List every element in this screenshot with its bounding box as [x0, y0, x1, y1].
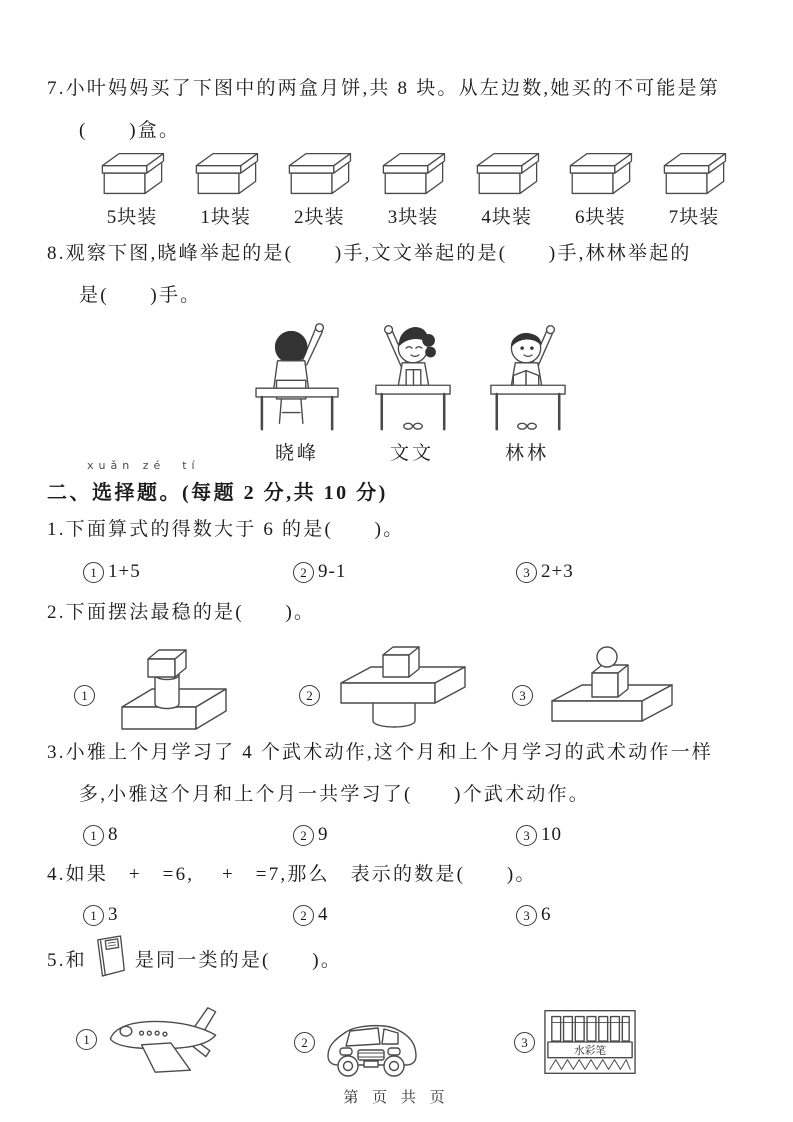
mooncake-box-label: 7块装 — [668, 207, 720, 228]
watercolor-pens-icon — [542, 1006, 638, 1078]
circled-number-icon: 2 — [293, 562, 314, 583]
mooncake-box-label: 5块装 — [106, 207, 158, 228]
q2-text: 2.下面摆法最稳的是( )。 — [47, 602, 316, 623]
q5-text-after: 是同一类的是( )。 — [134, 949, 343, 971]
q3-option-1 — [83, 824, 119, 846]
airplane-icon — [104, 1000, 222, 1078]
q2-figure-2 — [292, 645, 477, 745]
circled-number-icon: 1 — [83, 905, 104, 926]
cube-on-cuboid-on-cylinder-icon — [327, 645, 477, 745]
student-name: 文文 — [389, 443, 434, 464]
circled-number-icon: 1 — [83, 562, 104, 583]
boy-back-raising-hand-icon — [250, 314, 345, 436]
q1-option-1 — [83, 561, 141, 583]
mooncake-box-item — [275, 149, 363, 229]
q5-figure-2 — [294, 1002, 422, 1082]
q3-text-line1: 3.小雅上个月学习了 4 个武术动作,这个月和上个月学习的武术动作一样 — [47, 742, 714, 763]
q1-text: 1.下面算式的得数大于 6 的是( )。 — [47, 519, 405, 540]
student-name: 林林 — [504, 443, 549, 464]
mooncake-box-icon — [190, 149, 262, 199]
sphere-on-cube-on-cuboid-icon — [540, 645, 680, 745]
circled-number-icon: 3 — [516, 825, 537, 846]
q2-figure-3 — [512, 645, 680, 745]
mooncake-box-icon — [96, 149, 168, 199]
circled-number-icon: 1 — [74, 685, 95, 706]
circled-number-icon: 2 — [294, 1032, 315, 1053]
q4-text: 4.如果 + =6, + =7,那么 表示的数是( )。 — [47, 864, 537, 885]
book-icon — [92, 933, 130, 979]
q4-option-2 — [293, 904, 329, 926]
mooncake-box-icon — [377, 149, 449, 199]
mooncake-box-icon — [658, 149, 730, 199]
boy-raising-hand-icon — [480, 314, 575, 436]
mooncake-box-label: 2块装 — [294, 207, 345, 228]
q4-option-1 — [83, 904, 119, 926]
option-label: 10 — [541, 824, 562, 845]
mooncake-box-label: 4块装 — [481, 207, 532, 228]
option-label: 1+5 — [108, 561, 141, 582]
mooncake-box-label: 3块装 — [387, 207, 439, 228]
option-label: 3 — [108, 904, 119, 925]
mooncake-box-icon — [283, 149, 355, 199]
q1-option-2 — [293, 561, 346, 583]
option-label: 8 — [108, 824, 119, 845]
circled-number-icon: 2 — [293, 825, 314, 846]
option-label: 4 — [318, 904, 329, 925]
circled-number-icon: 1 — [76, 1029, 97, 1050]
circled-number-icon: 3 — [514, 1032, 535, 1053]
q3-text-line2: 多,小雅这个月和上个月一共学习了( )个武术动作。 — [79, 784, 590, 805]
q3-option-3 — [516, 824, 562, 846]
section-pinyin: xuǎn zé tí — [87, 459, 200, 472]
circled-number-icon: 3 — [512, 685, 533, 706]
option-label: 2+3 — [541, 561, 574, 582]
circled-number-icon: 3 — [516, 905, 537, 926]
q1-option-3 — [516, 561, 574, 583]
q2-figure-1 — [74, 645, 252, 745]
q5-text-row — [47, 943, 342, 979]
q8-students-row — [246, 314, 578, 465]
mooncake-box-item — [88, 149, 176, 229]
circled-number-icon: 2 — [293, 905, 314, 926]
q5-figure-1 — [76, 1000, 222, 1078]
mooncake-box-icon — [471, 149, 543, 199]
mooncake-box-item — [556, 149, 644, 229]
mooncake-box-label: 6块装 — [575, 207, 626, 228]
car-icon — [322, 1002, 422, 1082]
watercolor-pens-label: 水彩笔 — [573, 1044, 607, 1057]
student-figure-linlin — [476, 314, 578, 465]
option-label: 9 — [318, 824, 329, 845]
mooncake-box-item — [463, 149, 551, 229]
circled-number-icon: 1 — [83, 825, 104, 846]
q5-figure-3 — [514, 1006, 638, 1078]
mooncake-box-item — [650, 149, 738, 229]
q4-option-3 — [516, 904, 552, 926]
option-label: 9-1 — [318, 561, 347, 582]
option-label: 6 — [541, 904, 552, 925]
student-figure-xiaofeng — [246, 314, 348, 465]
mooncake-box-label: 1块装 — [200, 207, 251, 228]
circled-number-icon: 2 — [299, 685, 320, 706]
mooncake-box-item — [182, 149, 270, 229]
student-figure-wenwen — [361, 314, 463, 465]
mooncake-box-item — [369, 149, 457, 229]
q3-option-2 — [293, 824, 329, 846]
cube-on-cylinder-on-cuboid-icon — [102, 645, 252, 745]
q8-text-line2: 是( )手。 — [79, 285, 202, 306]
q7-mooncake-boxes-row — [88, 149, 738, 229]
q5-text-before: 5.和 — [47, 949, 87, 971]
student-name: 晓峰 — [274, 443, 319, 464]
mooncake-box-icon — [564, 149, 636, 199]
q7-text-line1: 7.小叶妈妈买了下图中的两盒月饼,共 8 块。从左边数,她买的不可能是第 — [47, 78, 720, 99]
girl-raising-hand-icon — [365, 314, 460, 436]
section-title: 二、选择题。(每题 2 分,共 10 分) — [47, 482, 388, 504]
q8-text-line1: 8.观察下图,晓峰举起的是( )手,文文举起的是( )手,林林举起的 — [47, 243, 692, 264]
circled-number-icon: 3 — [516, 562, 537, 583]
page-footer: 第 页 共 页 — [343, 1090, 450, 1106]
q7-text-line2: ( )盒。 — [79, 120, 181, 141]
